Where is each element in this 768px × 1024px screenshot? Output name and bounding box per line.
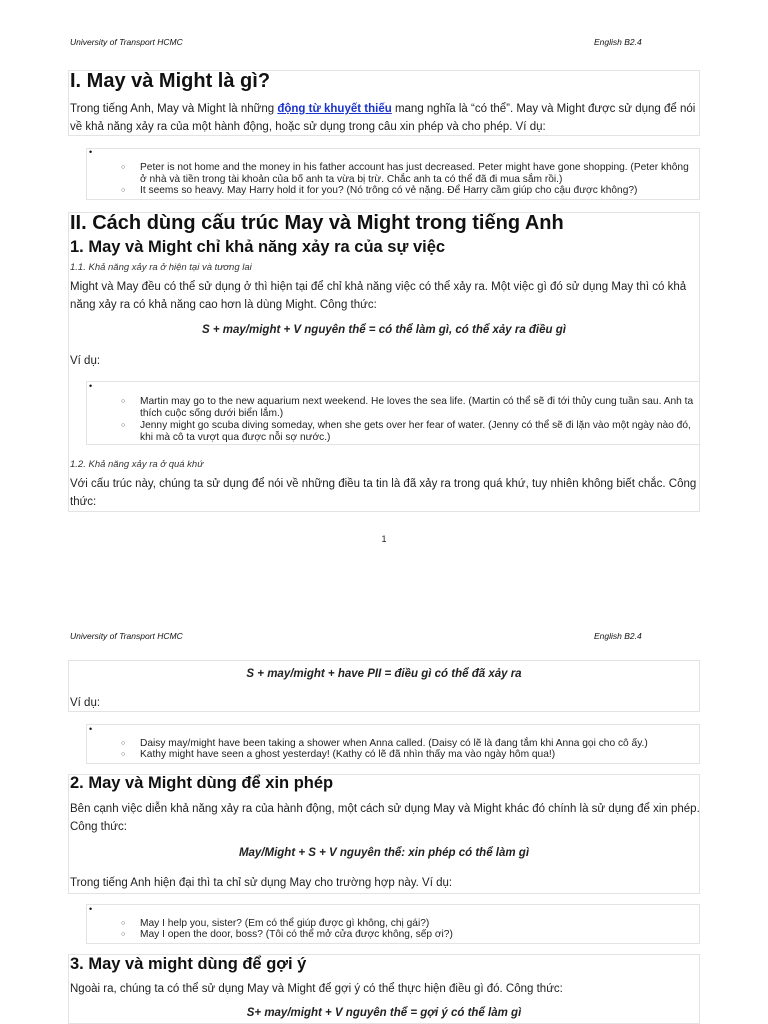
subsection-1-2-title: 1.2. Khả năng xảy ra ở quá khứ: [70, 459, 204, 470]
subsection-1-title: 1. May và Might chỉ khả năng xảy ra của sự việc: [70, 238, 446, 256]
subsection-3-title: 3. May và might dùng để gợi ý: [70, 955, 307, 973]
section-1-intro: [70, 100, 700, 136]
bullet-circle: ○: [121, 187, 126, 194]
bullet-dot: •: [89, 724, 93, 734]
subsection-2-text2: Trong tiếng Anh hiện đại thì ta chỉ sử dụng May cho trường hợp này. Ví dụ:: [70, 877, 453, 889]
section-1-title: I. May và Might là gì?: [70, 70, 271, 92]
subsection-1-2-text: Với cấu trúc này, chúng ta sử dụng để nói về những điều ta tin là đã xảy ra trong quá khứ, tuy nhiên không biết chắc. Công thức:: [70, 478, 697, 508]
intro-text-b: mang nghĩa là “có thể”. May và Might được sử dụng để nói về khả năng xảy ra của một hành động, hoặc sử dụng trong câu xin phép và cho phép. Ví dụ:: [70, 103, 696, 133]
header-left: University of Transport HCMC: [70, 631, 183, 641]
formula-past: S + may/might + have PII = điều gì có thể đã xảy ra: [246, 668, 522, 680]
bullet-dot: •: [89, 904, 93, 914]
header-right: English B2.4: [594, 37, 642, 47]
example-item: Kathy might have seen a ghost yesterday! (Kathy có lẽ đã nhìn thấy ma vào ngày hôm qua!): [140, 749, 556, 760]
bullet-dot: •: [89, 381, 93, 391]
bullet-circle: ○: [121, 164, 126, 171]
example-label: Ví dụ:: [70, 697, 101, 709]
example-label: Ví dụ:: [70, 355, 101, 367]
formula-suggest: S+ may/might + V nguyên thể = gợi ý có thể làm gì: [246, 1007, 522, 1019]
bullet-circle: ○: [121, 751, 126, 758]
modal-verb-link[interactable]: động từ khuyết thiếu: [277, 103, 392, 115]
header-right: English B2.4: [594, 631, 642, 641]
bullet-circle: ○: [121, 422, 126, 429]
page-number: 1: [381, 534, 387, 544]
subsection-1-1-text: Might và May đều có thể sử dụng ở thì hiện tại để chỉ khả năng việc có thể xảy ra. Một việc gì đó sử dụng May thì có khả năng xảy ra có khả năng cao hơn là dùng Might. Công thức:: [70, 281, 687, 311]
example-item: Jenny might go scuba diving someday, when she gets over her fear of water. (Jenny có thể sẽ đi lặn vào một ngày nào đó, khi mà cô ta vượt qua được nỗi sợ nước.): [140, 420, 691, 443]
section-2-title: II. Cách dùng cấu trúc May và Might trong tiếng Anh: [70, 212, 564, 234]
example-item: Martin may go to the new aquarium next weekend. He loves the sea life. (Martin có thể sẽ đi tới thủy cung tuần sau. Anh ta thích cuộc sống dưới biển lắm.): [140, 396, 694, 419]
example-item: Peter is not home and the money in his father account has just decreased. Peter might have gone shopping. (Peter không ở nhà và tiền trong tài khoản của bố anh ta vừa bị trừ. Chắc anh ta có thể đã đi mua sắm rồi.): [140, 162, 689, 185]
formula-permission: May/Might + S + V nguyên thể: xin phép có thể làm gì: [238, 847, 530, 859]
subsection-2-title: 2. May và Might dùng để xin phép: [70, 774, 334, 792]
formula-present: S + may/might + V nguyên thể = có thể làm gì, có thể xảy ra điều gì: [202, 324, 566, 336]
subsection-1-1-title: 1.1. Khả năng xảy ra ở hiện tại và tương lai: [70, 262, 252, 273]
bullet-circle: ○: [121, 398, 126, 405]
bullet-circle: ○: [121, 740, 126, 747]
bullet-circle: ○: [121, 931, 126, 938]
header-left: University of Transport HCMC: [70, 37, 183, 47]
bullet-dot: •: [89, 147, 93, 157]
example-item: It seems so heavy. May Harry hold it for you? (Nó trông có vẻ nặng. Để Harry cầm giúp cho cậu được không?): [140, 185, 638, 196]
bullet-circle: ○: [121, 920, 126, 927]
example-item: May I help you, sister? (Em có thể giúp được gì không, chị gái?): [140, 918, 430, 929]
subsection-2-text: Bên cạnh việc diễn khả năng xảy ra của hành động, một cách sử dụng May và Might khác đó chính là sử dụng để xin phép. Công thức:: [70, 803, 700, 833]
intro-text-a: Trong tiếng Anh, May và Might là những: [70, 103, 278, 115]
subsection-3-text: Ngoài ra, chúng ta có thể sử dụng May và Might để gợi ý có thể thực hiện điều gì đó. Công thức:: [70, 983, 563, 995]
example-item: Daisy may/might have been taking a shower when Anna called. (Daisy có lẽ là đang tắm khi Anna gọi cho cô ấy.): [140, 738, 648, 749]
example-item: May I open the door, boss? (Tôi có thể mở cửa được không, sếp ơi?): [140, 929, 453, 940]
